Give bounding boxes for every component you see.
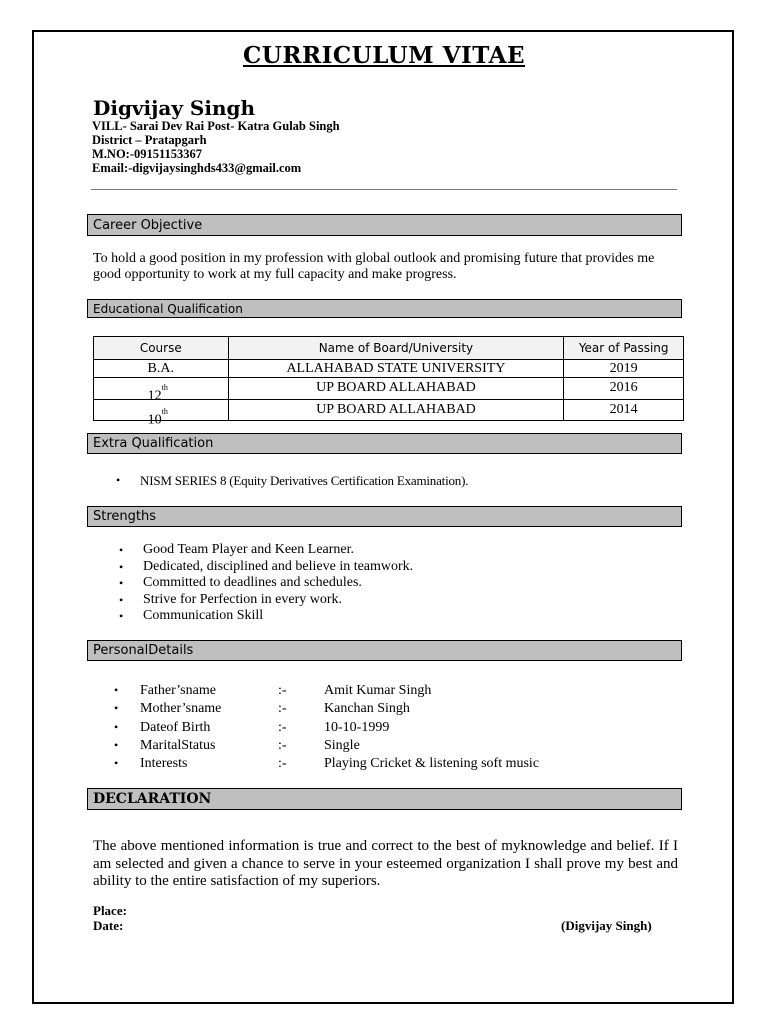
personal-value: Kanchan Singh bbox=[324, 701, 410, 716]
career-objective-heading: Career Objective bbox=[87, 214, 682, 236]
personal-label: Mother’sname bbox=[140, 701, 222, 716]
personal-row-dob bbox=[114, 720, 389, 736]
bullet-icon: • bbox=[114, 720, 119, 734]
personal-details-heading: PersonalDetails bbox=[87, 640, 682, 661]
document-title: CURRICULUM VITAE bbox=[243, 42, 525, 69]
extra-qualification-heading: Extra Qualification bbox=[87, 433, 682, 454]
column-header-board: Name of Board/University bbox=[228, 337, 564, 360]
list-item: • Communication Skill bbox=[119, 608, 264, 623]
bullet-icon: • bbox=[114, 738, 119, 752]
bullet-icon: • bbox=[119, 592, 124, 607]
personal-separator: :- bbox=[278, 756, 287, 771]
personal-row-marital bbox=[114, 738, 360, 754]
address-line-2: District – Pratapgarh bbox=[92, 133, 207, 147]
email-address: Email:-digvijaysinghds433@gmail.com bbox=[92, 161, 302, 175]
column-header-course: Course bbox=[94, 337, 229, 360]
board-cell: UP BOARD ALLAHABAD bbox=[228, 378, 564, 400]
personal-label: Interests bbox=[140, 756, 188, 771]
place-label: Place: bbox=[93, 903, 127, 918]
strengths-heading: Strengths bbox=[87, 506, 682, 527]
bullet-icon: • bbox=[114, 756, 119, 770]
personal-separator: :- bbox=[278, 738, 287, 753]
bullet-icon: • bbox=[119, 576, 124, 590]
column-header-year: Year of Passing bbox=[564, 337, 684, 360]
year-cell: 2014 bbox=[564, 399, 684, 421]
course-cell: 12th bbox=[94, 378, 229, 400]
personal-value: Amit Kumar Singh bbox=[324, 683, 432, 698]
header-divider bbox=[91, 189, 677, 190]
extra-qualification-list bbox=[114, 473, 468, 489]
career-objective-text: To hold a good position in my profession with global outlook and promising future that provides me good opportunity to work at my full capacity and make progress. bbox=[93, 251, 655, 282]
table-row bbox=[94, 378, 684, 400]
list-item: • Strive for Perfection in every work. bbox=[119, 591, 343, 607]
signature-name: (Digvijay Singh) bbox=[561, 918, 652, 933]
declaration-text: The above mentioned information is true and correct to the best of myknowledge and belief. If I am selected and given a chance to serve in your esteemed organization I shall prove my best and ability to the entire satisfaction of my superiors. bbox=[93, 838, 678, 889]
education-table bbox=[93, 336, 684, 428]
bullet-icon: • bbox=[119, 609, 124, 623]
personal-row-mother bbox=[114, 701, 410, 717]
bullet-icon: • bbox=[116, 473, 121, 487]
list-item: • Committed to deadlines and schedules. bbox=[119, 575, 362, 590]
personal-label: Father’sname bbox=[140, 683, 216, 698]
bullet-icon: • bbox=[114, 683, 119, 697]
board-cell: UP BOARD ALLAHABAD bbox=[228, 399, 564, 421]
address-line-1: VILL- Sarai Dev Rai Post- Katra Gulab Singh bbox=[92, 119, 340, 133]
bullet-icon: • bbox=[119, 559, 124, 574]
mobile-number: M.NO:-09151153367 bbox=[92, 147, 203, 161]
personal-label: Dateof Birth bbox=[140, 720, 211, 735]
candidate-name: Digvijay Singh bbox=[93, 96, 256, 120]
personal-row-father bbox=[114, 683, 431, 699]
list-item: • Good Team Player and Keen Learner. bbox=[119, 542, 355, 557]
bullet-icon: • bbox=[119, 543, 124, 557]
personal-label: MaritalStatus bbox=[140, 738, 216, 753]
strengths-list bbox=[117, 542, 413, 625]
declaration-heading: DECLARATION bbox=[87, 788, 682, 810]
personal-value: Single bbox=[324, 738, 360, 753]
personal-separator: :- bbox=[278, 701, 287, 716]
personal-value: 10-10-1999 bbox=[324, 720, 390, 735]
personal-value: Playing Cricket & listening soft music bbox=[324, 756, 540, 771]
year-cell: 2016 bbox=[564, 378, 684, 400]
bullet-icon: • bbox=[114, 701, 119, 715]
date-label: Date: bbox=[93, 918, 124, 933]
board-cell: ALLAHABAD STATE UNIVERSITY bbox=[228, 360, 564, 378]
course-cell: B.A. bbox=[94, 360, 229, 378]
personal-row-interests bbox=[114, 756, 539, 772]
table-row bbox=[94, 399, 684, 421]
personal-separator: :- bbox=[278, 720, 287, 735]
personal-separator: :- bbox=[278, 683, 287, 698]
list-item: • NISM SERIES 8 (Equity Derivatives Certification Examination). bbox=[116, 473, 469, 488]
list-item: • Dedicated, disciplined and believe in teamwork. bbox=[119, 558, 414, 574]
year-cell: 2019 bbox=[564, 360, 684, 378]
education-table-header bbox=[94, 337, 684, 360]
course-cell: 10th bbox=[94, 399, 229, 421]
table-row bbox=[94, 360, 684, 378]
education-heading: Educational Qualification bbox=[87, 299, 682, 318]
